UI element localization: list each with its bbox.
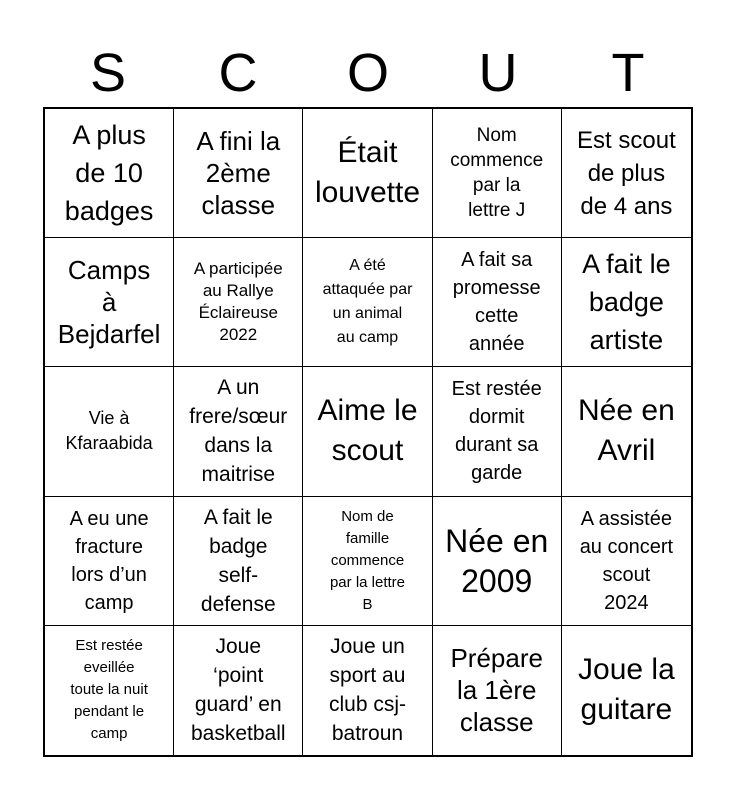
bingo-cell-1-1[interactable]: A plus de 10 badges [45, 109, 174, 238]
bingo-cell-4-3[interactable]: Nom de famille commence par la lettre B [303, 497, 432, 626]
bingo-cell-2-3[interactable]: A été attaquée par un animal au camp [303, 238, 432, 367]
header-letter-t: T [611, 43, 645, 103]
bingo-cell-2-1[interactable]: Camps à Bejdarfel [45, 238, 174, 367]
header-letter-c: C [218, 43, 258, 103]
bingo-cell-3-5[interactable]: Née en Avril [562, 367, 691, 496]
bingo-cell-5-5[interactable]: Joue la guitare [578, 653, 675, 727]
bingo-cell-3-4[interactable]: Est restée dormit durant sa garde [433, 367, 562, 496]
bingo-cell-1-2[interactable]: A fini la 2ème classe [174, 109, 303, 238]
bingo-grid [43, 107, 693, 757]
bingo-cell-1-4[interactable]: Nom commence par la lettre J [433, 109, 562, 238]
bingo-cell-2-4[interactable]: A fait sa promesse cette année [433, 238, 562, 367]
bingo-cell-5-3[interactable]: Joue un sport au club csj- batroun [303, 626, 432, 755]
bingo-cell-3-3[interactable]: Aime le scout [303, 367, 432, 496]
bingo-cell-4-1[interactable]: A eu une fracture lors d’un camp [45, 497, 174, 626]
bingo-cell-2-2[interactable]: A participée au Rallye Éclaireuse 2022 [174, 238, 303, 367]
header-letter-s: S [89, 43, 127, 103]
bingo-cell-4-4[interactable]: Née en 2009 [433, 497, 562, 626]
bingo-cell-2-5[interactable]: A fait le badge artiste [562, 238, 691, 367]
bingo-cell-4-2[interactable]: A fait le badge self- defense [174, 497, 303, 626]
bingo-cell-5-1[interactable]: Est restée eveillée toute la nuit pendant le camp [45, 626, 174, 755]
bingo-cell-4-5[interactable]: A assistée au concert scout 2024 [562, 497, 691, 626]
bingo-cell-5-4[interactable]: Prépare la 1ère classe [433, 626, 562, 755]
bingo-header [43, 40, 693, 106]
bingo-cell-3-1[interactable]: Vie à Kfaraabida [45, 367, 174, 496]
header-letter-u: U [478, 43, 518, 103]
bingo-cell-5-2[interactable]: Joue ‘point guard’ en basketball [174, 626, 303, 755]
bingo-cell-1-3[interactable]: Était louvette [303, 109, 432, 238]
bingo-cell-1-5[interactable]: Est scout de plus de 4 ans [562, 109, 691, 238]
header-letter-o: O [346, 43, 389, 103]
bingo-cell-3-2[interactable]: A un frere/sœur dans la maitrise [174, 367, 303, 496]
